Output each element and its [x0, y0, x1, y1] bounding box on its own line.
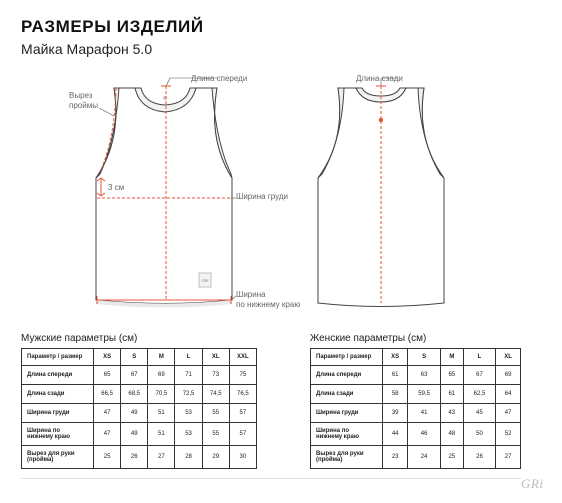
value-cell: 62,5 [463, 385, 496, 404]
header-cell: XL [496, 349, 521, 366]
value-cell: 61 [383, 366, 408, 385]
table-header-row [22, 349, 257, 366]
table-row [22, 446, 257, 469]
page-title: РАЗМЕРЫ ИЗДЕЛИЙ [21, 17, 204, 36]
value-cell: 48 [440, 423, 463, 446]
value-cell: 27 [496, 446, 521, 469]
value-cell: 70,5 [148, 385, 175, 404]
header-cell: M [148, 349, 175, 366]
header-cell: S [121, 349, 148, 366]
param-cell: Ширина груди [311, 404, 383, 423]
value-cell: 64 [496, 385, 521, 404]
value-cell: 67 [121, 366, 148, 385]
footer-divider [21, 478, 521, 479]
value-cell: 71 [175, 366, 202, 385]
table-row [311, 446, 521, 469]
value-cell: 49 [121, 423, 148, 446]
param-cell: Длина спереди [311, 366, 383, 385]
value-cell: 25 [94, 446, 121, 469]
header-cell: L [175, 349, 202, 366]
value-cell: 47 [94, 423, 121, 446]
value-cell: 57 [229, 423, 256, 446]
value-cell: 73 [202, 366, 229, 385]
table-row [22, 385, 257, 404]
param-cell: Длина спереди [22, 366, 94, 385]
value-cell: 47 [496, 404, 521, 423]
men-table-title: Мужские параметры (см) [21, 333, 138, 344]
value-cell: 68,5 [121, 385, 148, 404]
value-cell: 23 [383, 446, 408, 469]
table-row [311, 404, 521, 423]
value-cell: 24 [408, 446, 441, 469]
value-cell: 72,5 [175, 385, 202, 404]
value-cell: 66,5 [94, 385, 121, 404]
size-tag-text: GRi [201, 278, 209, 283]
product-name: Майка Марафон 5.0 [21, 41, 153, 57]
label-offset: 3 см [108, 183, 125, 192]
table-header-row [311, 349, 521, 366]
value-cell: 26 [121, 446, 148, 469]
value-cell: 74,5 [202, 385, 229, 404]
param-cell: Длина сзади [22, 385, 94, 404]
table-row [22, 404, 257, 423]
value-cell: 63 [408, 366, 441, 385]
table-row [311, 366, 521, 385]
param-cell: Ширина по нижнему краю [22, 423, 94, 446]
value-cell: 55 [202, 423, 229, 446]
value-cell: 53 [175, 423, 202, 446]
value-cell: 28 [175, 446, 202, 469]
value-cell: 65 [440, 366, 463, 385]
value-cell: 26 [463, 446, 496, 469]
header-cell: S [408, 349, 441, 366]
value-cell: 39 [383, 404, 408, 423]
header-cell: XS [383, 349, 408, 366]
param-cell: Ширина груди [22, 404, 94, 423]
value-cell: 43 [440, 404, 463, 423]
value-cell: 27 [148, 446, 175, 469]
header-cell: L [463, 349, 496, 366]
value-cell: 57 [229, 404, 256, 423]
header-cell: XS [94, 349, 121, 366]
value-cell: 30 [229, 446, 256, 469]
value-cell: 51 [148, 404, 175, 423]
brand-logo: GRi [521, 476, 544, 491]
value-cell: 65 [94, 366, 121, 385]
header-cell: XL [202, 349, 229, 366]
label-chest-width: Ширина груди [236, 192, 288, 201]
women-table-title: Женские параметры (см) [310, 333, 427, 344]
value-cell: 49 [121, 404, 148, 423]
header-cell: M [440, 349, 463, 366]
label-back-length: Длина сзади [356, 74, 403, 83]
value-cell: 69 [496, 366, 521, 385]
header-cell: Параметр / размер [22, 349, 94, 366]
measurement-diagram [0, 60, 562, 320]
value-cell: 44 [383, 423, 408, 446]
param-cell: Ширина по нижнему краю [311, 423, 383, 446]
label-armhole: Вырез проймы [69, 91, 98, 110]
table-row [311, 423, 521, 446]
param-cell: Вырез для руки (пройма) [311, 446, 383, 469]
label-front-length: Длина спереди [191, 74, 248, 83]
param-cell: Длина сзади [311, 385, 383, 404]
value-cell: 53 [175, 404, 202, 423]
value-cell: 59,5 [408, 385, 441, 404]
value-cell: 52 [496, 423, 521, 446]
value-cell: 45 [463, 404, 496, 423]
value-cell: 25 [440, 446, 463, 469]
women-size-table [310, 348, 521, 469]
value-cell: 67 [463, 366, 496, 385]
table-row [22, 423, 257, 446]
table-row [311, 385, 521, 404]
men-size-table [21, 348, 257, 469]
value-cell: 51 [148, 423, 175, 446]
header-cell: Параметр / размер [311, 349, 383, 366]
value-cell: 76,5 [229, 385, 256, 404]
param-cell: Вырез для руки (пройма) [22, 446, 94, 469]
value-cell: 75 [229, 366, 256, 385]
value-cell: 55 [202, 404, 229, 423]
value-cell: 61 [440, 385, 463, 404]
front-body [96, 88, 232, 304]
table-row [22, 366, 257, 385]
value-cell: 29 [202, 446, 229, 469]
value-cell: 46 [408, 423, 441, 446]
value-cell: 58 [383, 385, 408, 404]
value-cell: 47 [94, 404, 121, 423]
value-cell: 69 [148, 366, 175, 385]
value-cell: 50 [463, 423, 496, 446]
header-cell: XXL [229, 349, 256, 366]
label-hem-width: Ширина по нижнему краю [236, 290, 301, 309]
value-cell: 41 [408, 404, 441, 423]
